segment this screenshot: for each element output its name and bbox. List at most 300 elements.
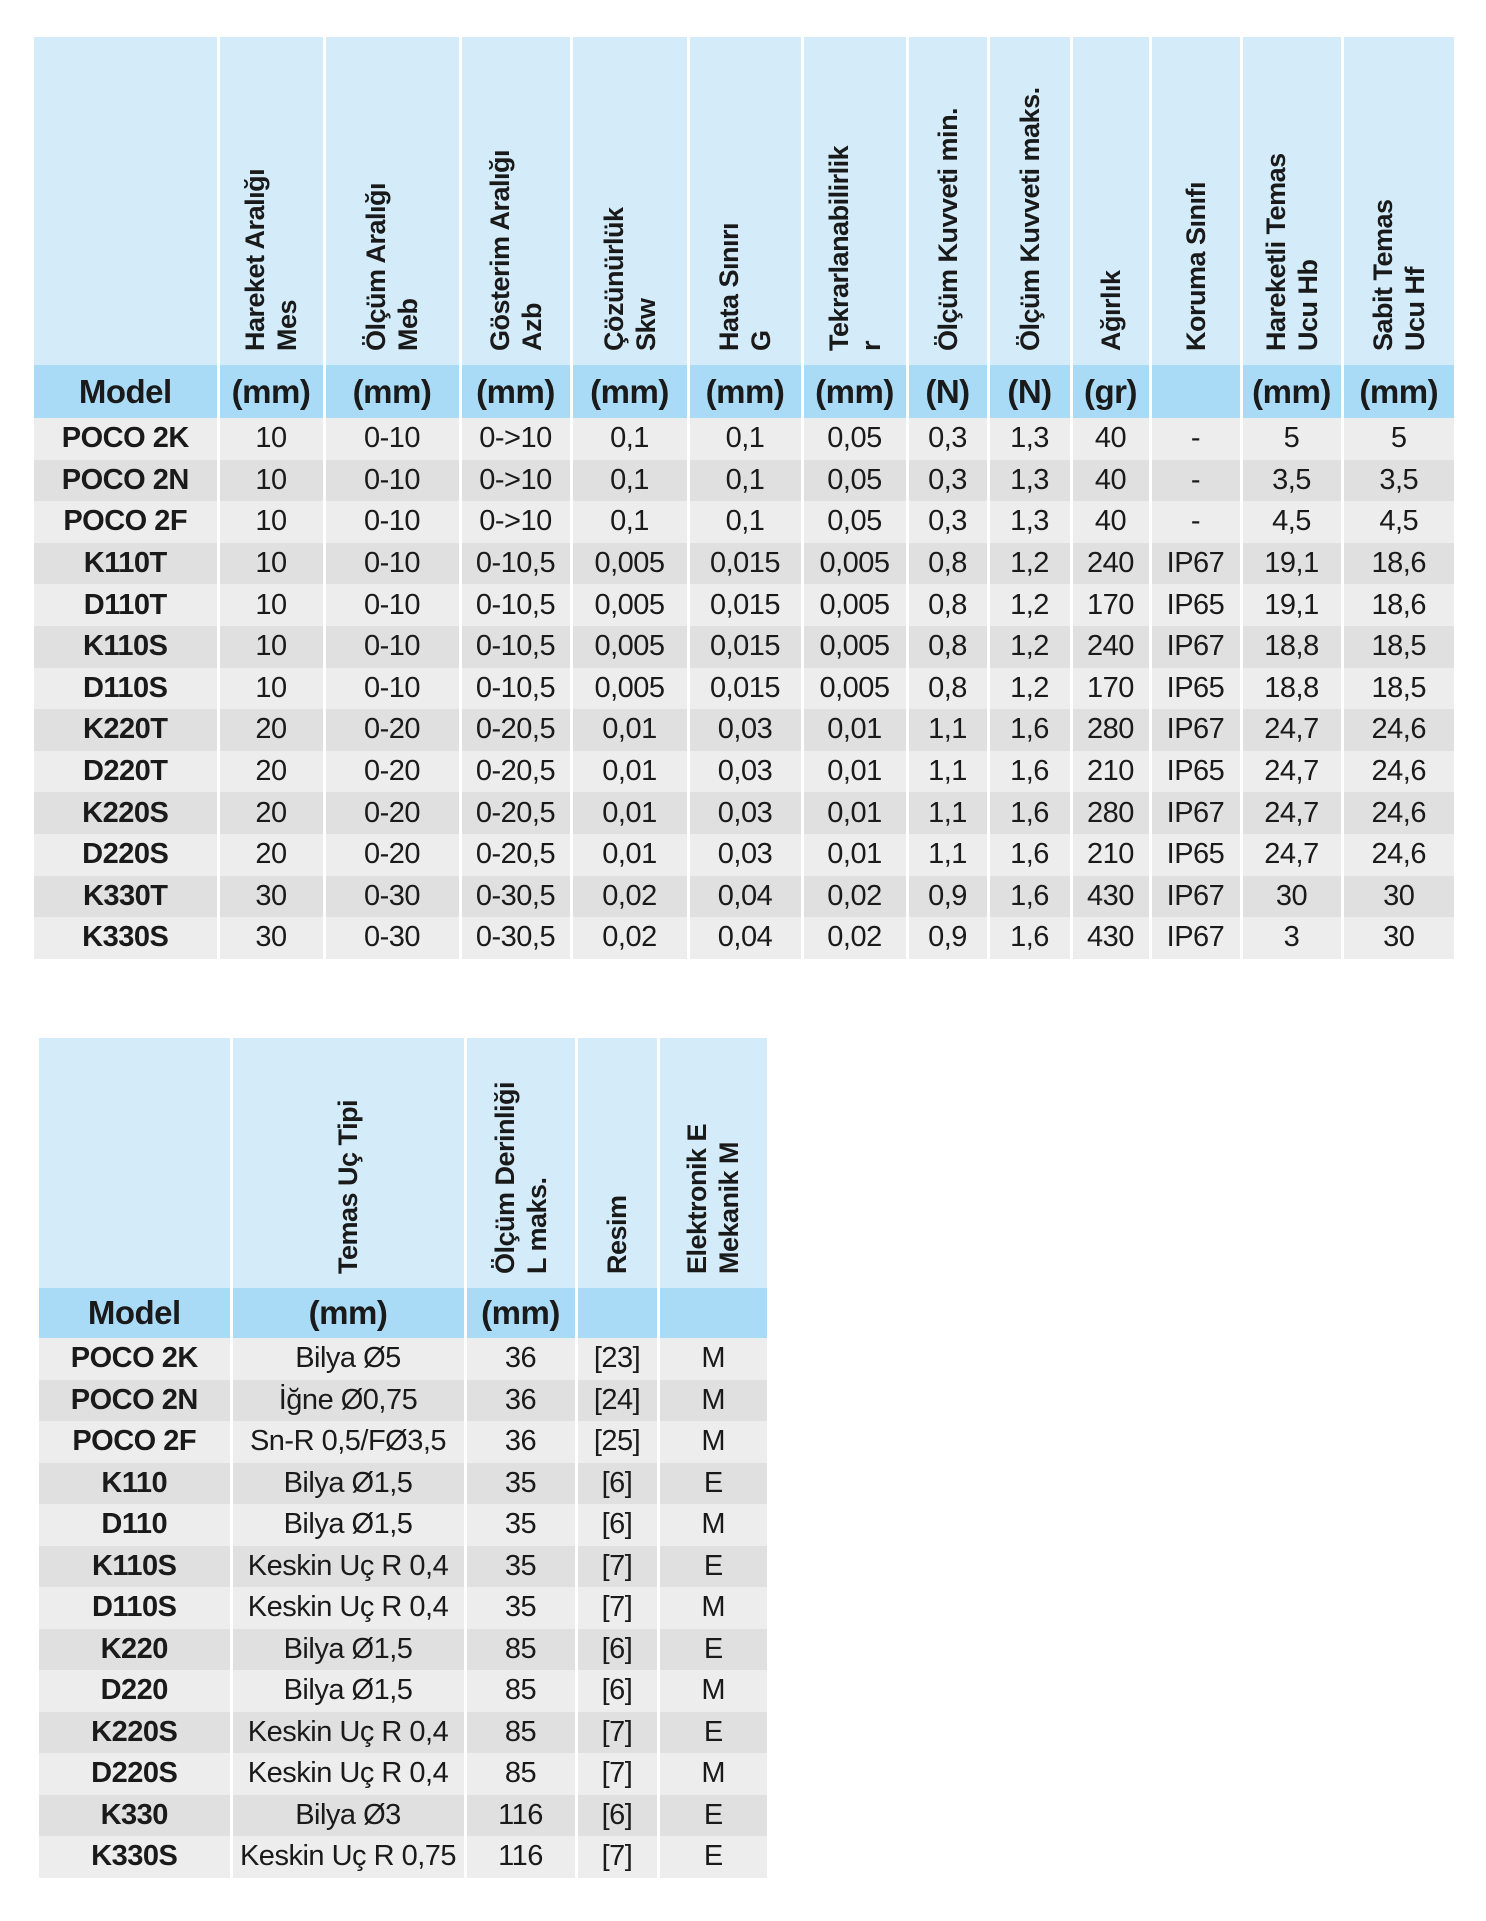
table-row [34,876,1454,918]
table-row [39,1712,767,1754]
value-cell: 85 [465,1753,576,1795]
value-cell: 0-10 [324,668,460,710]
value-cell: E [658,1795,767,1837]
unit-header: (mm) [1241,365,1342,418]
column-header-label: Ağırlık [1095,270,1126,351]
value-cell: Bilya Ø1,5 [231,1504,465,1546]
table-row [34,792,1454,834]
model-cell: K330 [39,1795,231,1837]
value-cell: - [1150,460,1241,502]
value-cell: 0,3 [907,460,988,502]
value-cell: 18,8 [1241,668,1342,710]
unit-header: (mm) [324,365,460,418]
table-row [34,543,1454,585]
specs-table [34,37,1454,959]
column-header-label: Elektronik E Mekanik M [682,1123,745,1274]
column-header-0 [39,1038,231,1288]
value-cell: 0,005 [571,543,688,585]
value-cell: IP65 [1150,834,1241,876]
header-unit-row [39,1288,767,1338]
value-cell: [6] [576,1463,658,1505]
value-cell: M [658,1380,767,1422]
value-cell: 0,8 [907,668,988,710]
value-cell: M [658,1338,767,1380]
table-row [34,460,1454,502]
model-cell: K110S [39,1546,231,1588]
value-cell: Sn-R 0,5/FØ3,5 [231,1421,465,1463]
value-cell: 0,015 [688,668,802,710]
value-cell: Bilya Ø1,5 [231,1463,465,1505]
value-cell: 24,7 [1241,709,1342,751]
value-cell: 3,5 [1241,460,1342,502]
value-cell: 24,6 [1342,792,1454,834]
column-header-label: Ölçüm Aralığı Meb [361,182,423,351]
value-cell: 170 [1071,584,1150,626]
table-row [39,1504,767,1546]
value-cell: 3,5 [1342,460,1454,502]
value-cell: 85 [465,1712,576,1754]
value-cell: 116 [465,1836,576,1878]
value-cell: 24,6 [1342,709,1454,751]
value-cell: E [658,1463,767,1505]
value-cell: 0,3 [907,501,988,543]
value-cell: 36 [465,1421,576,1463]
value-cell: 0,03 [688,834,802,876]
value-cell: 35 [465,1463,576,1505]
model-cell: D220S [34,834,218,876]
value-cell: 0,02 [571,917,688,959]
value-cell: 1,3 [988,501,1071,543]
value-cell: Bilya Ø1,5 [231,1670,465,1712]
value-cell: 0-10 [324,501,460,543]
value-cell: 20 [218,834,324,876]
value-cell: Keskin Uç R 0,4 [231,1712,465,1754]
value-cell: 0,1 [688,418,802,460]
value-cell: [6] [576,1504,658,1546]
value-cell: 18,6 [1342,584,1454,626]
value-cell: 0-20,5 [460,751,571,793]
value-cell: 10 [218,418,324,460]
column-header-12 [1342,37,1454,365]
unit-header: (gr) [1071,365,1150,418]
model-cell: POCO 2K [34,418,218,460]
value-cell: 0,02 [802,917,907,959]
unit-header: (N) [988,365,1071,418]
model-header: Model [34,365,218,418]
value-cell: IP65 [1150,584,1241,626]
value-cell: 18,5 [1342,668,1454,710]
value-cell: 0-30,5 [460,876,571,918]
value-cell: 0,1 [688,501,802,543]
table-row [34,418,1454,460]
model-cell: D220T [34,751,218,793]
model-cell: D110T [34,584,218,626]
column-header-1 [231,1038,465,1288]
value-cell: [7] [576,1587,658,1629]
value-cell: 85 [465,1670,576,1712]
value-cell: 18,8 [1241,626,1342,668]
value-cell: 10 [218,626,324,668]
model-cell: K110 [39,1463,231,1505]
value-cell: 0,02 [802,876,907,918]
value-cell: 4,5 [1241,501,1342,543]
table-row [39,1421,767,1463]
column-header-11 [1241,37,1342,365]
column-header-6 [802,37,907,365]
value-cell: 0-10 [324,584,460,626]
value-cell: M [658,1587,767,1629]
column-header-label: Sabit Temas Ucu Hf [1367,199,1430,351]
column-header-0 [34,37,218,365]
value-cell: 0-10 [324,418,460,460]
value-cell: 0-30,5 [460,917,571,959]
value-cell: 0,1 [571,418,688,460]
value-cell: [7] [576,1753,658,1795]
value-cell: - [1150,418,1241,460]
value-cell: 1,2 [988,584,1071,626]
model-cell: D110 [39,1504,231,1546]
value-cell: Keskin Uç R 0,4 [231,1546,465,1588]
value-cell: Keskin Uç R 0,4 [231,1753,465,1795]
model-cell: K220S [34,792,218,834]
value-cell: 0-20 [324,751,460,793]
column-header-8 [988,37,1071,365]
value-cell: 3 [1241,917,1342,959]
value-cell: 0,005 [802,584,907,626]
value-cell: 0,1 [571,501,688,543]
column-header-4 [571,37,688,365]
unit-header: (mm) [571,365,688,418]
table-row [39,1836,767,1878]
column-header-label: Tekrarlanabilirlik r [823,145,886,351]
table-row [39,1795,767,1837]
value-cell: 0,9 [907,876,988,918]
model-header: Model [39,1288,231,1338]
value-cell: IP67 [1150,876,1241,918]
model-cell: K110T [34,543,218,585]
model-cell: K110S [34,626,218,668]
value-cell: 0-20 [324,792,460,834]
column-header-label: Hareket Aralığı Mes [240,168,302,351]
model-cell: POCO 2K [39,1338,231,1380]
column-header-label: Resim [602,1195,632,1274]
model-cell: POCO 2F [39,1421,231,1463]
value-cell: 1,2 [988,626,1071,668]
value-cell: IP65 [1150,668,1241,710]
value-cell: 10 [218,584,324,626]
value-cell: 0,01 [802,834,907,876]
value-cell: E [658,1546,767,1588]
value-cell: 210 [1071,751,1150,793]
value-cell: 0,01 [802,751,907,793]
value-cell: 0,01 [571,834,688,876]
column-header-3 [460,37,571,365]
value-cell: 240 [1071,543,1150,585]
value-cell: 0-20,5 [460,792,571,834]
value-cell: 30 [1342,876,1454,918]
value-cell: 4,5 [1342,501,1454,543]
value-cell: 18,5 [1342,626,1454,668]
table-row [34,917,1454,959]
value-cell: 0->10 [460,501,571,543]
value-cell: 1,1 [907,751,988,793]
column-header-label: Temas Uç Tipi [333,1099,363,1274]
value-cell: 30 [218,917,324,959]
value-cell: 280 [1071,792,1150,834]
value-cell: 30 [1342,917,1454,959]
value-cell: 1,2 [988,668,1071,710]
value-cell: M [658,1421,767,1463]
value-cell: [7] [576,1546,658,1588]
unit-header: (N) [907,365,988,418]
table-row [34,668,1454,710]
value-cell: 116 [465,1795,576,1837]
value-cell: 18,6 [1342,543,1454,585]
model-cell: K220S [39,1712,231,1754]
value-cell: 0,9 [907,917,988,959]
value-cell: 10 [218,543,324,585]
value-cell: 0->10 [460,460,571,502]
value-cell: 5 [1241,418,1342,460]
value-cell: [7] [576,1836,658,1878]
column-header-label: Ölçüm Derinliği L maks. [489,1081,552,1274]
column-header-label: Çözünürlük Skw [598,207,661,351]
model-cell: K330T [34,876,218,918]
value-cell: 1,6 [988,792,1071,834]
value-cell: 430 [1071,917,1150,959]
model-cell: K330S [39,1836,231,1878]
value-cell: IP67 [1150,626,1241,668]
value-cell: M [658,1670,767,1712]
value-cell: 20 [218,792,324,834]
unit-header [658,1288,767,1338]
value-cell: 0,005 [571,668,688,710]
value-cell: M [658,1504,767,1546]
value-cell: 280 [1071,709,1150,751]
value-cell: 0,05 [802,418,907,460]
unit-header: (mm) [460,365,571,418]
table-body [39,1338,767,1878]
column-header-2 [324,37,460,365]
value-cell: 40 [1071,418,1150,460]
column-header-label: Hareketli Temas Ucu Hb [1260,153,1323,351]
value-cell: [24] [576,1380,658,1422]
value-cell: 0,005 [571,584,688,626]
value-cell: Bilya Ø1,5 [231,1629,465,1671]
value-cell: 10 [218,668,324,710]
value-cell: 0->10 [460,418,571,460]
value-cell: 19,1 [1241,543,1342,585]
value-cell: 0-20,5 [460,709,571,751]
value-cell: IP67 [1150,709,1241,751]
table-row [34,751,1454,793]
value-cell: 1,3 [988,460,1071,502]
value-cell: Bilya Ø5 [231,1338,465,1380]
value-cell: 0,005 [802,668,907,710]
model-cell: POCO 2F [34,501,218,543]
value-cell: 0,01 [802,792,907,834]
value-cell: 0,02 [571,876,688,918]
header-unit-row [34,365,1454,418]
value-cell: 0,01 [571,792,688,834]
value-cell: 0,015 [688,584,802,626]
value-cell: 0,05 [802,501,907,543]
value-cell: E [658,1629,767,1671]
value-cell: IP67 [1150,917,1241,959]
value-cell: E [658,1712,767,1754]
model-cell: POCO 2N [39,1380,231,1422]
value-cell: 0-30 [324,876,460,918]
column-header-label: Gösterim Aralığı Azb [484,149,547,351]
value-cell: 10 [218,501,324,543]
model-cell: D220S [39,1753,231,1795]
value-cell: 0,3 [907,418,988,460]
value-cell: E [658,1836,767,1878]
value-cell: [6] [576,1670,658,1712]
value-cell: 0,8 [907,626,988,668]
value-cell: 0,04 [688,876,802,918]
table-body [34,418,1454,959]
value-cell: 0,005 [571,626,688,668]
value-cell: 0,005 [802,626,907,668]
value-cell: 30 [1241,876,1342,918]
table-row [34,626,1454,668]
model-cell: K330S [34,917,218,959]
unit-header: (mm) [688,365,802,418]
value-cell: 0-20 [324,834,460,876]
value-cell: 0,01 [802,709,907,751]
unit-header: (mm) [218,365,324,418]
column-header-3 [576,1038,658,1288]
table-row [39,1380,767,1422]
unit-header: (mm) [231,1288,465,1338]
column-header-label: Koruma Sınıfı [1180,181,1211,351]
value-cell: Keskin Uç R 0,4 [231,1587,465,1629]
value-cell: 0,04 [688,917,802,959]
model-cell: D220 [39,1670,231,1712]
value-cell: Bilya Ø3 [231,1795,465,1837]
value-cell: 5 [1342,418,1454,460]
value-cell: 0,015 [688,626,802,668]
value-cell: 10 [218,460,324,502]
column-header-2 [465,1038,576,1288]
value-cell: 35 [465,1587,576,1629]
unit-header: (mm) [802,365,907,418]
value-cell: 0,05 [802,460,907,502]
unit-header: (mm) [465,1288,576,1338]
value-cell: 0-10,5 [460,543,571,585]
value-cell: 24,7 [1241,792,1342,834]
value-cell: 1,1 [907,709,988,751]
value-cell: 0,03 [688,709,802,751]
value-cell: 240 [1071,626,1150,668]
value-cell: 24,7 [1241,751,1342,793]
column-header-label: Hata Sınırı G [714,222,776,351]
column-header-7 [907,37,988,365]
value-cell: 0,005 [802,543,907,585]
value-cell: 0,01 [571,751,688,793]
value-cell: 1,6 [988,917,1071,959]
value-cell: 0,01 [571,709,688,751]
value-cell: 1,1 [907,834,988,876]
table-row [34,834,1454,876]
value-cell: [7] [576,1712,658,1754]
column-header-1 [218,37,324,365]
value-cell: 0,1 [571,460,688,502]
value-cell: 1,6 [988,751,1071,793]
value-cell: 0-10,5 [460,668,571,710]
value-cell: 36 [465,1338,576,1380]
model-cell: K220 [39,1629,231,1671]
value-cell: 0-20 [324,709,460,751]
value-cell: 85 [465,1629,576,1671]
value-cell: 30 [218,876,324,918]
value-cell: 40 [1071,501,1150,543]
model-cell: D110S [39,1587,231,1629]
value-cell: 24,7 [1241,834,1342,876]
value-cell: 0-10 [324,543,460,585]
unit-header: (mm) [1342,365,1454,418]
column-header-9 [1071,37,1150,365]
value-cell: 0,03 [688,792,802,834]
value-cell: [25] [576,1421,658,1463]
table-row [39,1587,767,1629]
value-cell: 1,3 [988,418,1071,460]
value-cell: 0-10 [324,626,460,668]
value-cell: 210 [1071,834,1150,876]
value-cell: 1,2 [988,543,1071,585]
table-row [34,501,1454,543]
value-cell: 0-10,5 [460,584,571,626]
model-cell: K220T [34,709,218,751]
column-header-5 [688,37,802,365]
value-cell: 35 [465,1546,576,1588]
value-cell: 40 [1071,460,1150,502]
value-cell: 0-10 [324,460,460,502]
header-label-row [34,37,1454,365]
model-cell: D110S [34,668,218,710]
table-row [34,584,1454,626]
value-cell: 0,03 [688,751,802,793]
value-cell: 430 [1071,876,1150,918]
value-cell: 0-30 [324,917,460,959]
value-cell: 0-10,5 [460,626,571,668]
value-cell: IP67 [1150,543,1241,585]
value-cell: 20 [218,751,324,793]
contact-tip-table [39,1038,767,1878]
value-cell: 1,6 [988,876,1071,918]
value-cell: 19,1 [1241,584,1342,626]
table-row [39,1546,767,1588]
model-cell: POCO 2N [34,460,218,502]
unit-header [576,1288,658,1338]
table-row [39,1338,767,1380]
value-cell: 24,6 [1342,834,1454,876]
column-header-label: Ölçüm Kuvveti min. [932,107,963,351]
table-row [39,1670,767,1712]
value-cell: 0,1 [688,460,802,502]
value-cell: [23] [576,1338,658,1380]
header-label-row [39,1038,767,1288]
value-cell: 1,6 [988,709,1071,751]
column-header-10 [1150,37,1241,365]
value-cell: 0,8 [907,584,988,626]
value-cell: 0-20,5 [460,834,571,876]
value-cell: 1,6 [988,834,1071,876]
value-cell: 35 [465,1504,576,1546]
value-cell: 24,6 [1342,751,1454,793]
value-cell: M [658,1753,767,1795]
